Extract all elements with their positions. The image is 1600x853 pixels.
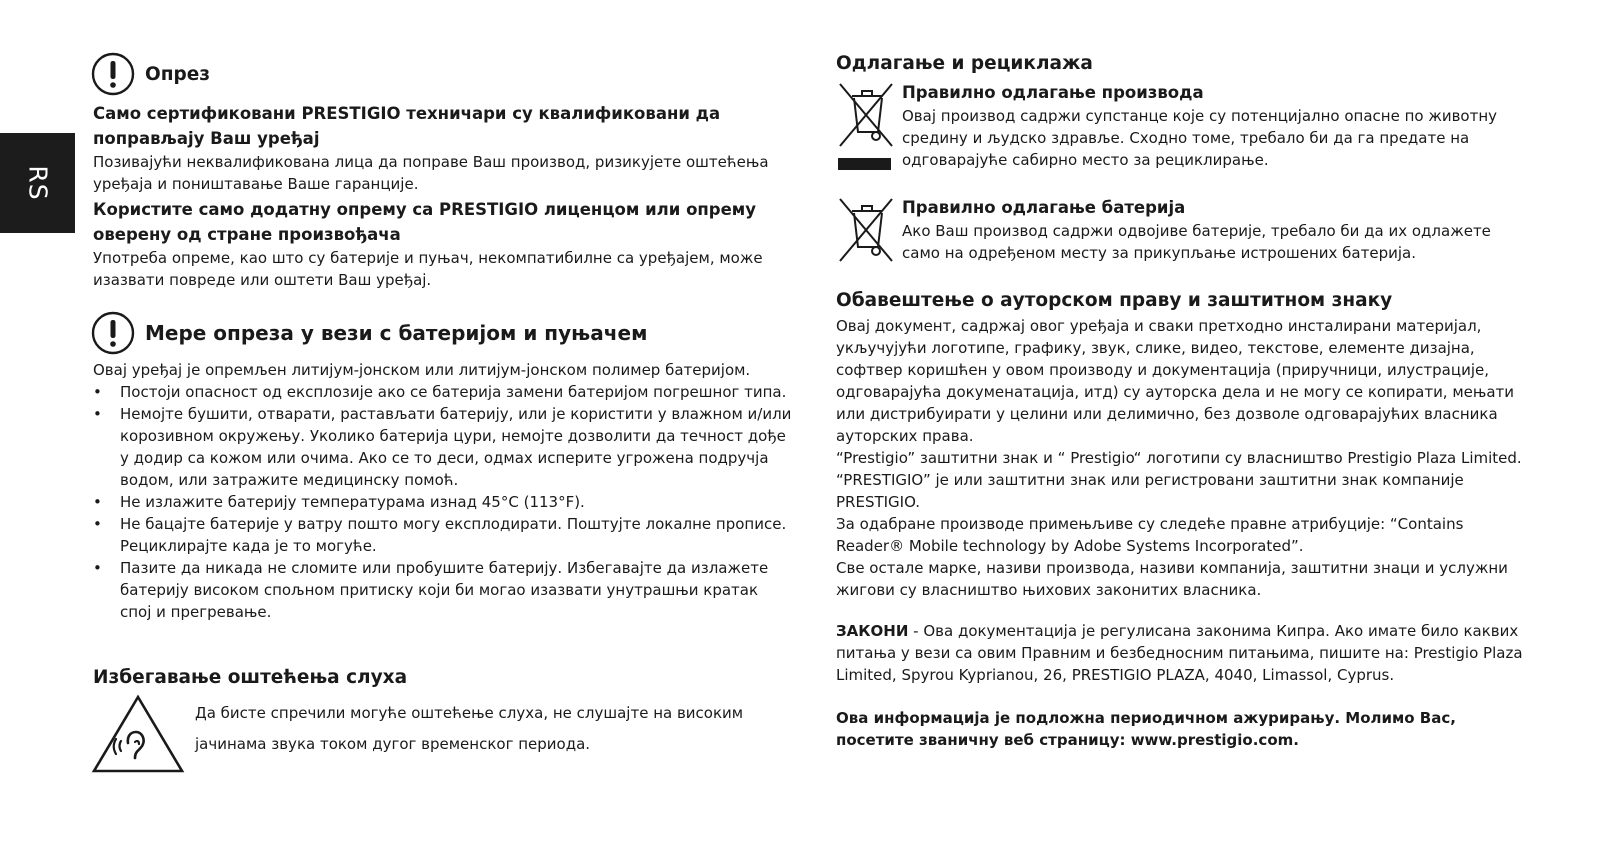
battery-disposal-heading: Правилно одлагање батерија	[902, 198, 1186, 217]
battery-bullet: • Немојте бушити, отварати, растављати батерију, или је користити у влажном и/или корозивном окружењу. Уколико батерија цури, немојте дозволити да течност дође у додир са кожом или очима. Ако се то деси, одмах исперите угрожена подручја водом, или затражите медицинску помоћ.	[93, 403, 793, 491]
hearing-title: Избегавање оштећења слуха	[93, 667, 408, 688]
product-disposal	[836, 80, 1526, 172]
copyright-block	[836, 315, 1526, 601]
hearing-line-2: јачинама звука током дугог временског периода.	[195, 735, 591, 753]
crossed-bin-icon	[836, 80, 896, 172]
copyright-paragraph-4: Све остале марке, називи производа, називи компанија, заштитни знаци и услужни жигови су власништво њихових законитих власника.	[836, 559, 1508, 599]
language-tab-label: RS	[23, 165, 52, 201]
battery-intro: Овај уређај је опремљен литијум-јонском или литијум-јонском полимер батеријом.	[93, 361, 751, 379]
language-tab	[0, 133, 75, 233]
exclamation-icon	[91, 311, 135, 355]
battery-bullet: • Не излажите батерију температурама изнад 45°C (113°F).	[93, 491, 793, 513]
product-disposal-text: Овај производ садржи супстанце које су потенцијално опасне по животну средину и људско здравље. Сходно томе, требало би да га предате на одговарајуће сабирно место за рециклирање.	[902, 107, 1498, 169]
laws-paragraph	[836, 620, 1526, 686]
battery-disposal	[836, 195, 1526, 265]
hearing-warning-icon	[91, 694, 185, 774]
exclamation-icon	[91, 52, 135, 96]
laws-text: - Ова документација је регулисана законима Кипра. Ако имате било каквих питања у вези са овим Правним и безбедносним питањима, пишите на: Prestigio Plaza Limited, Spyrou Kyprianou, 26, PRESTIGIO PLAZA, 4040, Limassol, Cyprus.	[836, 622, 1523, 684]
battery-block	[93, 359, 793, 623]
caution-item-1-text: Позивајући неквалификована лица да поправе Ваш производ, ризикујете оштећења уређаја и поништавање Ваше гаранције.	[93, 153, 769, 193]
copyright-title: Обавештење о ауторском праву и заштитном знаку	[836, 290, 1393, 311]
caution-title: Опрез	[145, 63, 211, 85]
battery-bullet: • Не бацајте батерије у ватру пошто могу експлодирати. Поштујте локалне прописе. Рециклирајте када је то могуће.	[93, 513, 793, 557]
crossed-bin-icon	[836, 195, 896, 265]
battery-disposal-text-block	[902, 195, 1526, 264]
battery-title: Мере опреза у вези с батеријом и пуњачем	[145, 321, 648, 345]
product-disposal-text-block	[902, 80, 1526, 171]
update-notice: Ова информација је подложна периодичном ажурирању. Молимо Вас, посетите званичну веб страницу: www.prestigio.com.	[836, 709, 1456, 749]
caution-block	[93, 101, 793, 291]
battery-disposal-text: Ако Ваш производ садржи одвојиве батерије, требало би да их одлажете само на одређеном месту за прикупљање истрошених батерија.	[902, 222, 1491, 262]
caution-item-2-heading: Користите само додатну опрему са PRESTIGIO лиценцом или опрему оверену од стране произвођача	[93, 200, 757, 244]
disposal-title: Одлагање и рециклажа	[836, 53, 1093, 74]
battery-heading	[91, 311, 647, 355]
hearing-line-1: Да бисте спречили могуће оштећење слуха, не слушајте на високим	[195, 704, 744, 722]
battery-bullet: • Пазите да никада не сломите или пробушите батерију. Избегавајте да излажете батерију високом спољном притиску који би могао изазвати унутрашњи кратак спој и прегревање.	[93, 557, 793, 623]
copyright-paragraph-1: Овај документ, садржај овог уређаја и сваки претходно инсталирани материјал, укључујући логотипе, графику, звук, слике, видео, текстове, елементе дизајна, софтвер коришћен у овом производу и документација (приручници, илустрације, одговарајућа докуменатација, итд) су ауторска дела и не могу се копирати, мењати или дистрибуирати у целини или делимично, без дозволе одговарајућих власника ауторских права.	[836, 317, 1515, 445]
product-disposal-heading: Правилно одлагање производа	[902, 83, 1204, 102]
laws-label: ЗАКОНИ	[836, 622, 909, 640]
caution-item-2-text: Употреба опреме, као што су батерије и пуњач, некомпатибилне са уређајем, може изазвати повреде или оштети Ваш уређај.	[93, 249, 763, 289]
copyright-paragraph-2: “Prestigio” заштитни знак и “ Prestigio“ логотипи су власништво Prestigio Plaza Limited. “PRESTIGIO” је или заштитни знак или регистровани заштитни знак компаније PRESTIGIO.	[836, 449, 1522, 511]
battery-bullet: • Постоји опасност од експлозије ако се батерија замени батеријом погрешног типа.	[93, 381, 793, 403]
caution-item-1-heading: Само сертификовани PRESTIGIO техничари су квалификовани да поправљају Ваш уређај	[93, 104, 721, 148]
copyright-paragraph-3: За одабране производе примењљиве су следеће правне атрибуције: “Contains Reader® Mobile technology by Adobe Systems Incorporated”.	[836, 515, 1464, 555]
battery-bullet-list	[93, 381, 793, 623]
caution-heading	[91, 52, 210, 96]
